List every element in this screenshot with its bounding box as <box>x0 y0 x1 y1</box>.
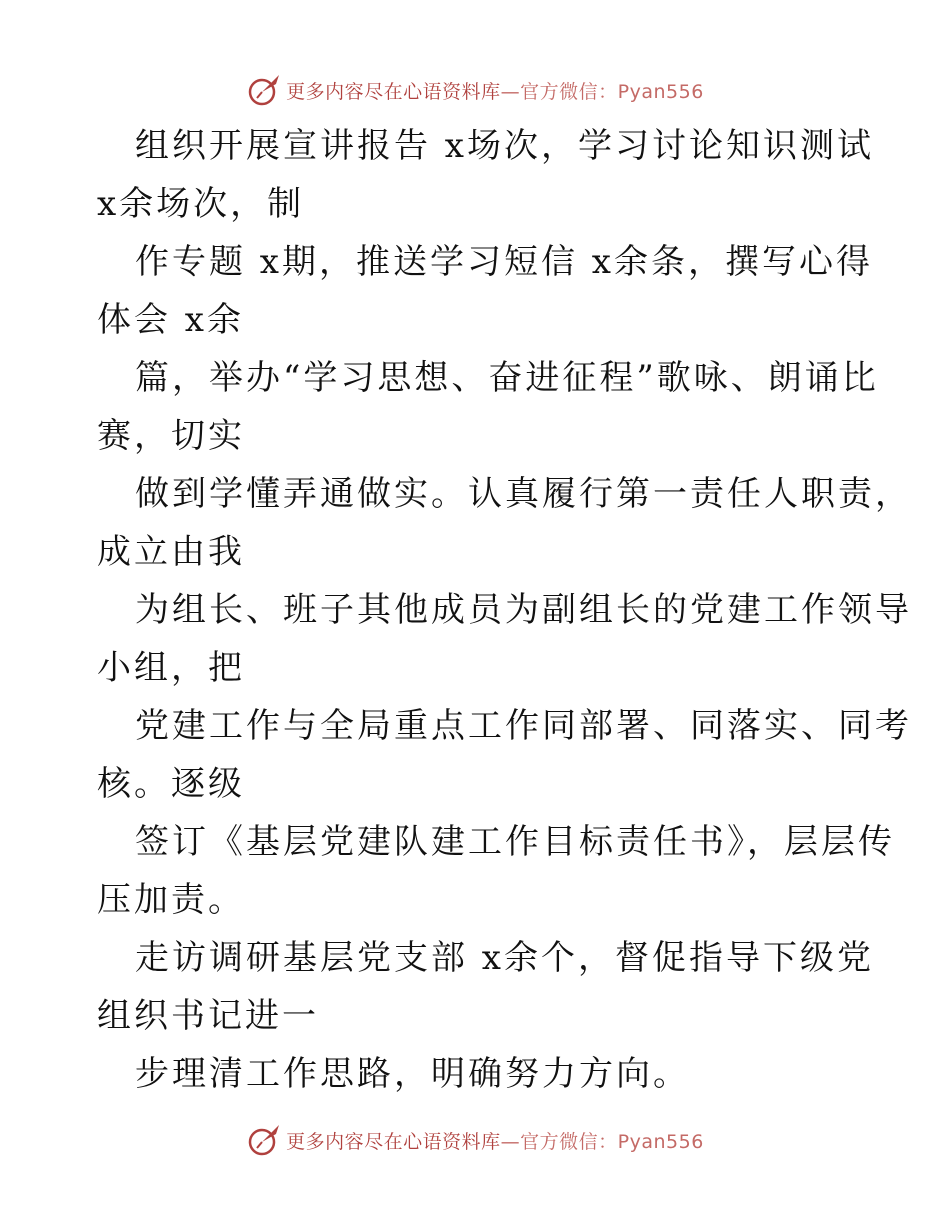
text-line: 篇，举办“学习思想、奋进征程”歌咏、朗诵比 <box>135 358 879 398</box>
footer-banner <box>0 1120 950 1160</box>
header-banner-contact: —官方微信：Pyan556 <box>500 80 704 103</box>
footer-banner-main: 更多内容尽在心语资料库 <box>286 1130 501 1153</box>
text-line: 核。逐级 <box>97 764 245 804</box>
quill-logo-icon <box>246 1122 282 1158</box>
text-line: x余场次，制 <box>97 184 305 224</box>
quill-logo-icon <box>246 72 282 108</box>
header-banner <box>0 70 950 110</box>
text-line: 组织书记进一 <box>97 996 319 1036</box>
text-line: 成立由我 <box>97 532 245 572</box>
text-line: 做到学懂弄通做实。认真履行第一责任人职责， <box>135 474 912 514</box>
text-line: 小组，把 <box>97 648 245 688</box>
text-line: 体会 x余 <box>97 300 244 340</box>
text-line: 步理清工作思路，明确努力方向。 <box>135 1054 690 1094</box>
header-banner-text <box>286 77 704 104</box>
text-line: 走访调研基层党支部 x余个，督促指导下级党 <box>135 938 874 978</box>
footer-banner-contact: —官方微信：Pyan556 <box>500 1130 704 1153</box>
header-banner-main: 更多内容尽在心语资料库 <box>286 80 501 103</box>
text-line: 赛，切实 <box>97 416 245 456</box>
text-line: 党建工作与全局重点工作同部署、同落实、同考 <box>135 706 912 746</box>
text-line: 组织开展宣讲报告 x场次，学习讨论知识测试 <box>135 126 874 166</box>
text-line: 为组长、班子其他成员为副组长的党建工作领导 <box>135 590 912 630</box>
footer-banner-text <box>286 1127 704 1154</box>
text-line: 作专题 x期，推送学习短信 x余条，撰写心得 <box>135 242 873 282</box>
text-line: 签订《基层党建队建工作目标责任书》，层层传 <box>135 822 895 862</box>
text-line: 压加责。 <box>97 880 245 920</box>
